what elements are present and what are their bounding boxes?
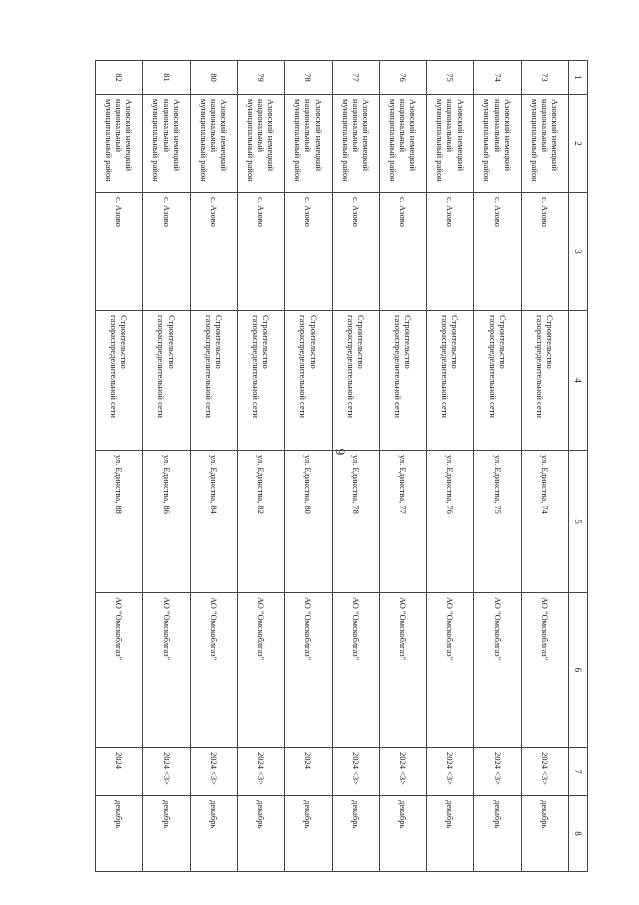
table-cell: ул. Единства, 77 — [379, 451, 426, 593]
table-cell: Строительство газораспределительной сети — [285, 311, 332, 451]
table-cell: 2024 <3> — [190, 748, 237, 796]
table-cell: ул. Единства, 76 — [427, 451, 474, 593]
table-cell: АО "Омскоблгаз" — [143, 593, 190, 748]
column-header: 5 — [569, 451, 588, 593]
table-cell: Азовский немецкий национальный муниципальный район — [474, 95, 521, 193]
table-cell: Азовский немецкий национальный муниципальный район — [237, 95, 284, 193]
table-row — [143, 61, 190, 872]
table-cell: декабрь — [332, 796, 379, 872]
table-cell: Строительство газораспределительной сети — [237, 311, 284, 451]
table-cell: ул. Единства, 86 — [143, 451, 190, 593]
table-cell: с. Азово — [427, 193, 474, 311]
table-cell: 2024 <3> — [474, 748, 521, 796]
table-row — [379, 61, 426, 872]
table-cell: 81 — [143, 61, 190, 95]
table-cell: АО "Омскоблгаз" — [190, 593, 237, 748]
table-cell: 2024 <3> — [332, 748, 379, 796]
table-cell: 82 — [96, 61, 143, 95]
table-cell: ул. Единства, 84 — [190, 451, 237, 593]
column-header: 4 — [569, 311, 588, 451]
table-row — [521, 61, 568, 872]
table-cell: Строительство газораспределительной сети — [427, 311, 474, 451]
table-row — [190, 61, 237, 872]
table-cell: Азовский немецкий национальный муниципальный район — [427, 95, 474, 193]
table-cell: декабрь — [474, 796, 521, 872]
table-cell: ул. Единства, 82 — [237, 451, 284, 593]
table-cell: АО "Омскоблгаз" — [285, 593, 332, 748]
table-cell: с. Азово — [332, 193, 379, 311]
table-cell: 78 — [285, 61, 332, 95]
table-cell: 73 — [521, 61, 568, 95]
table-cell: 2024 <3> — [427, 748, 474, 796]
table-cell: 74 — [474, 61, 521, 95]
rotated-table-container — [95, 60, 588, 871]
table-cell: декабрь — [96, 796, 143, 872]
table-cell: АО "Омскоблгаз" — [96, 593, 143, 748]
table-cell: Строительство газораспределительной сети — [379, 311, 426, 451]
table-cell: с. Азово — [190, 193, 237, 311]
table-cell: Азовский немецкий национальный муниципальный район — [332, 95, 379, 193]
table-cell: 76 — [379, 61, 426, 95]
column-header: 6 — [569, 593, 588, 748]
column-header: 1 — [569, 61, 588, 95]
column-header: 7 — [569, 748, 588, 796]
table-cell: 2024 <3> — [237, 748, 284, 796]
table-cell: декабрь — [190, 796, 237, 872]
table-cell: АО "Омскоблгаз" — [237, 593, 284, 748]
table-cell: Строительство газораспределительной сети — [474, 311, 521, 451]
table-header-row — [569, 61, 588, 872]
table-cell: с. Азово — [96, 193, 143, 311]
table-cell: с. Азово — [285, 193, 332, 311]
table-cell: с. Азово — [143, 193, 190, 311]
table-cell: декабрь — [379, 796, 426, 872]
table-cell: 2024 <3> — [143, 748, 190, 796]
table-cell: 2024 <3> — [521, 748, 568, 796]
table-cell: Азовский немецкий национальный муниципальный район — [285, 95, 332, 193]
table-row — [285, 61, 332, 872]
page-number: 9 — [333, 448, 348, 456]
table-cell: 79 — [237, 61, 284, 95]
table-cell: АО "Омскоблгаз" — [332, 593, 379, 748]
table-cell: с. Азово — [379, 193, 426, 311]
table-cell: 2024 <3> — [379, 748, 426, 796]
table-cell: ул. Единства, 74 — [521, 451, 568, 593]
table-cell: ул. Единства, 78 — [332, 451, 379, 593]
table-cell: Азовский немецкий национальный муниципальный район — [96, 95, 143, 193]
table-cell: 80 — [190, 61, 237, 95]
table-cell: Строительство газораспределительной сети — [521, 311, 568, 451]
table-row — [474, 61, 521, 872]
table-cell: декабрь — [237, 796, 284, 872]
data-table — [95, 60, 588, 872]
table-row — [332, 61, 379, 872]
table-cell: декабрь — [143, 796, 190, 872]
table-cell: 75 — [427, 61, 474, 95]
table-row — [96, 61, 143, 872]
table-cell: Строительство газораспределительной сети — [143, 311, 190, 451]
table-cell: ул. Единства, 88 — [96, 451, 143, 593]
table-cell: 2024 — [96, 748, 143, 796]
column-header: 3 — [569, 193, 588, 311]
table-cell: Азовский немецкий национальный муниципальный район — [190, 95, 237, 193]
table-cell: АО "Омскоблгаз" — [474, 593, 521, 748]
table-cell: АО "Омскоблгаз" — [521, 593, 568, 748]
table-cell: АО "Омскоблгаз" — [379, 593, 426, 748]
table-cell: Строительство газораспределительной сети — [190, 311, 237, 451]
table-cell: ул. Единства, 75 — [474, 451, 521, 593]
column-header: 2 — [569, 95, 588, 193]
table-cell: с. Азово — [474, 193, 521, 311]
table-cell: Азовский немецкий национальный муниципальный район — [521, 95, 568, 193]
table-cell: с. Азово — [237, 193, 284, 311]
table-cell: декабрь — [285, 796, 332, 872]
table-row — [427, 61, 474, 872]
table-row — [237, 61, 284, 872]
column-header: 8 — [569, 796, 588, 872]
table-cell: декабрь — [427, 796, 474, 872]
table-cell: Азовский немецкий национальный муниципальный район — [143, 95, 190, 193]
table-cell: Азовский немецкий национальный муниципальный район — [379, 95, 426, 193]
table-cell: 2024 — [285, 748, 332, 796]
table-cell: декабрь — [521, 796, 568, 872]
table-cell: АО "Омскоблгаз" — [427, 593, 474, 748]
table-cell: с. Азово — [521, 193, 568, 311]
table-cell: 77 — [332, 61, 379, 95]
table-cell: Строительство газораспределительной сети — [96, 311, 143, 451]
table-cell: Строительство газораспределительной сети — [332, 311, 379, 451]
table-cell: ул. Единства, 80 — [285, 451, 332, 593]
